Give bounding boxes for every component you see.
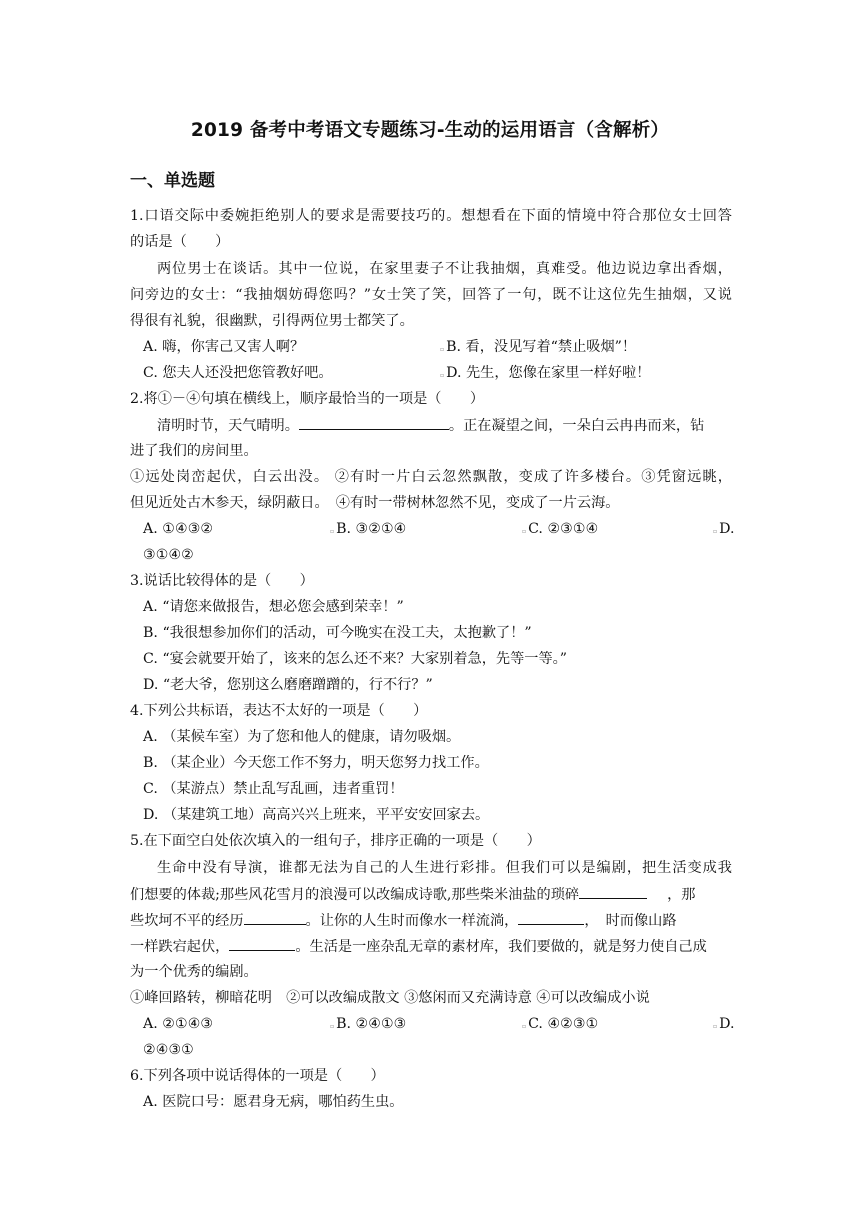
q5-passage-text: 些坎坷不平的经历 — [130, 913, 244, 929]
q5-blank-3[interactable] — [518, 910, 584, 925]
q2-option-d[interactable] — [713, 519, 734, 542]
q2-passage-text-a: 清明时节，天气晴明。 — [157, 418, 299, 434]
q2-option-c[interactable] — [522, 519, 598, 542]
q5-option-b[interactable] — [330, 1014, 406, 1037]
option-marker: ▫ — [713, 1023, 718, 1030]
q2-option-b[interactable] — [330, 519, 406, 542]
q3-stem: 3.说话比较得体的是（ ） — [130, 573, 314, 589]
q1-passage-line1: 两位男士在谈话。其中一位说，在家里妻子不让我抽烟，真难受。他边说边拿出香烟， — [157, 261, 732, 277]
q2-passage-line2: 进了我们的房间里。 — [130, 443, 258, 459]
q2-sentences-line2: 但见近处古木参天，绿阴蔽日。 ④有时一带树林忽然不见，变成了一片云海。 — [130, 495, 620, 511]
q2-option-d-label: D. — [719, 521, 735, 537]
q5-sentences: ①峰回路转，柳暗花明 ②可以改编成散文 ③悠闲而又充满诗意 ④可以改编成小说 — [130, 990, 650, 1006]
q6-stem: 6.下列各项中说话得体的一项是（ ） — [130, 1068, 385, 1084]
q4-option-a[interactable]: A. （某候车室）为了您和他人的健康，请勿吸烟。 — [143, 729, 461, 745]
section-heading: 一、单选题 — [130, 171, 215, 191]
q1-option-d-label: D. 先生，您像在家里一样好啦！ — [446, 365, 651, 381]
q2-passage-text-b: 。正在凝望之间，一朵白云冉冉而来，钻 — [448, 418, 705, 434]
q1-option-c[interactable]: C. 您夫人还没把您管教好吧。 — [143, 365, 333, 381]
q1-stem-line1: 1.口语交际中委婉拒绝别人的要求是需要技巧的。想想看在下面的情境中符合那位女士回答 — [130, 208, 732, 224]
q1-passage-line3: 得很有礼貌，很幽默，引得两位男士都笑了。 — [130, 313, 414, 329]
q1-option-b[interactable] — [440, 337, 636, 360]
q5-passage-line1: 生命中没有导演，谁都无法为自己的人生进行彩排。但我们可以是编剧，把生活变成我 — [157, 860, 732, 876]
q2-blank[interactable] — [299, 415, 449, 430]
q5-option-d[interactable] — [713, 1014, 734, 1037]
q5-passage-text: 一样跌宕起伏， — [130, 939, 230, 955]
q2-option-d-text[interactable]: ③①④② — [143, 547, 194, 563]
option-marker: ▫ — [440, 372, 445, 379]
q2-option-b-label: B. ③②①④ — [336, 521, 407, 537]
q2-option-a[interactable]: A. ①④③② — [143, 521, 214, 537]
q1-option-d[interactable] — [440, 363, 650, 386]
q5-passage-text: 们想要的体裁;那些风花雪月的浪漫可以改编成诗歌,那些柴米油盐的琐碎 — [130, 887, 580, 903]
option-marker: ▫ — [713, 528, 718, 535]
q2-stem: 2.将①－④句填在横线上，顺序最恰当的一项是（ ） — [130, 391, 485, 407]
q2-option-c-label: C. ②③①④ — [528, 521, 599, 537]
q5-stem: 5.在下面空白处依次填入的一组句子，排序正确的一项是（ ） — [130, 833, 541, 849]
q3-option-a[interactable]: A. “请您来做报告，想必您会感到荣幸！” — [143, 599, 404, 615]
q2-sentences-line1: ①远处岗峦起伏，白云出没。 ②有时一片白云忽然飘散，变成了许多楼台。③凭窗远眺， — [130, 469, 732, 485]
q5-option-a[interactable]: A. ②①④③ — [143, 1016, 214, 1032]
q4-stem: 4.下列公共标语，表达不太好的一项是（ ） — [130, 703, 428, 719]
q5-passage-line2 — [130, 884, 732, 905]
q1-passage-line2: 问旁边的女士：“我抽烟妨碍您吗？”女士笑了笑，回答了一句，既不让这位先生抽烟，又说 — [130, 287, 732, 303]
q3-option-c[interactable]: C. “宴会就要开始了，该来的怎么还不来？大家别着急，先等一等。” — [143, 651, 568, 667]
q3-option-d[interactable]: D. “老大爷，您别这么磨磨蹭蹭的，行不行？” — [143, 677, 433, 693]
option-marker: ▫ — [522, 1023, 527, 1030]
q6-option-a[interactable]: A. 医院口号：愿君身无病，哪怕药生虫。 — [143, 1094, 404, 1110]
q5-passage-text: ，那 — [667, 887, 696, 903]
option-marker: ▫ — [330, 528, 335, 535]
q2-passage-line1 — [157, 415, 732, 436]
q4-option-c[interactable]: C. （某游点）禁止乱写乱画，违者重罚！ — [143, 781, 404, 797]
q5-passage-line4 — [130, 936, 732, 957]
q5-passage-line5: 为一个优秀的编剧。 — [130, 964, 258, 980]
q1-option-b-label: B. 看，没见写着“禁止吸烟”！ — [446, 339, 637, 355]
q5-blank-2[interactable] — [244, 910, 306, 925]
document-title: 2019 备考中考语文专题练习-生动的运用语言（含解析） — [190, 120, 670, 141]
q1-option-a[interactable]: A. 嗨，你害己又害人啊？ — [143, 339, 305, 355]
q4-option-d[interactable]: D. （某建筑工地）高高兴兴上班来，平平安安回家去。 — [143, 807, 490, 823]
q5-option-c[interactable] — [522, 1014, 598, 1037]
q5-option-b-label: B. ②④①③ — [336, 1016, 407, 1032]
q4-option-b[interactable]: B. （某企业）今天您工作不努力，明天您努力找工作。 — [143, 755, 489, 771]
q5-passage-line3 — [130, 910, 732, 931]
option-marker: ▫ — [440, 346, 445, 353]
q5-passage-text: 。生活是一座杂乱无章的素材库，我们要做的，就是努力使自己成 — [295, 939, 707, 955]
q1-stem-line2: 的话是（ ） — [130, 234, 230, 250]
option-marker: ▫ — [522, 528, 527, 535]
q5-passage-text: 。让你的人生时而像水一样流淌， — [305, 913, 519, 929]
q5-option-c-label: C. ④②③① — [528, 1016, 599, 1032]
q5-blank-4[interactable] — [229, 936, 295, 951]
q3-option-b[interactable]: B. “我很想参加你们的活动，可今晚实在没工夫，太抱歉了！” — [143, 625, 532, 641]
q5-option-d-text[interactable]: ②④③① — [143, 1042, 194, 1058]
q5-passage-text: ， 时而像山路 — [584, 913, 677, 929]
option-marker: ▫ — [330, 1023, 335, 1030]
q5-blank-1[interactable] — [579, 884, 647, 899]
q5-option-d-label: D. — [719, 1016, 735, 1032]
